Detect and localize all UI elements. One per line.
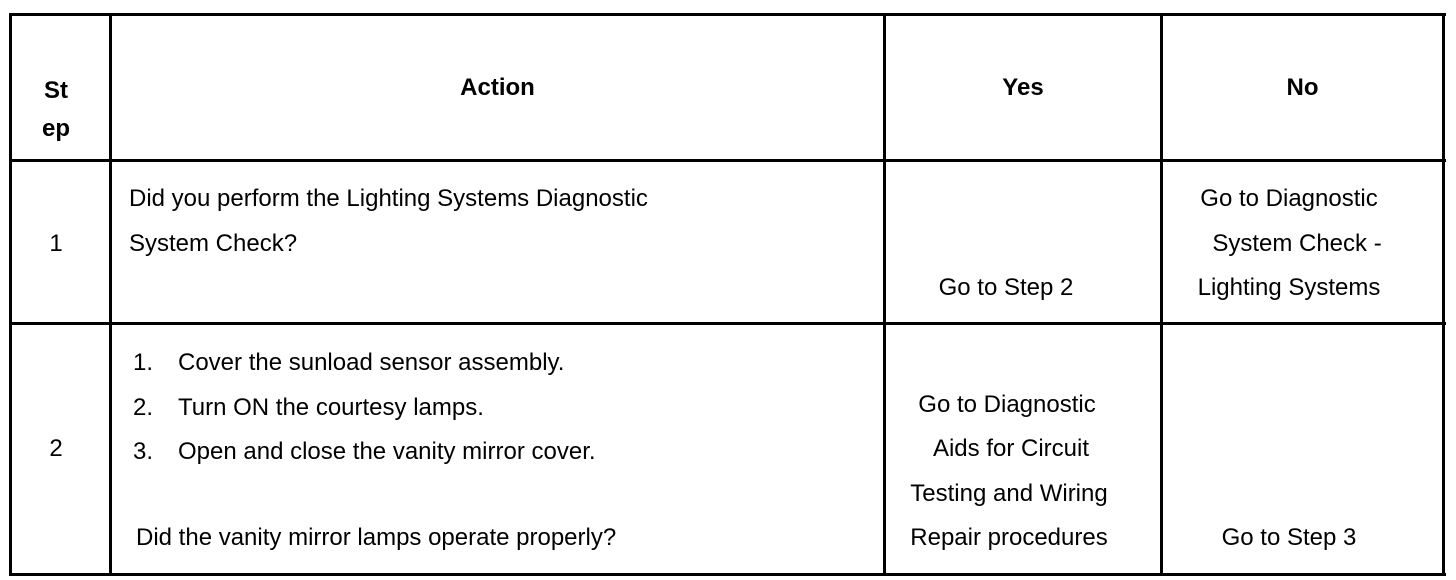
row2-yes-line4: Repair procedures	[910, 524, 1108, 551]
row1-no-line3: Lighting Systems	[1197, 274, 1381, 301]
row2-action-question: Did the vanity mirror lamps operate properly?	[136, 524, 617, 551]
row2-list-item: Open and close the vanity mirror cover.	[178, 438, 596, 465]
row2-list-number: 3.	[133, 438, 154, 465]
header-yes: Yes	[1002, 74, 1044, 101]
header-no: No	[1286, 74, 1319, 101]
row1-yes: Go to Step 2	[938, 274, 1074, 301]
header-step-line1: St	[44, 77, 68, 104]
table-border-top	[9, 13, 1446, 16]
row2-list-number: 2.	[133, 394, 154, 421]
row1-no-line1: Go to Diagnostic	[1200, 185, 1378, 212]
row2-list-item: Cover the sunload sensor assembly.	[178, 349, 565, 376]
row2-no: Go to Step 3	[1221, 524, 1357, 551]
table-border-left	[9, 13, 12, 576]
table-border-right	[1442, 13, 1445, 576]
row1-action-line2: System Check?	[129, 230, 298, 257]
row1-action-line1: Did you perform the Lighting Systems Diagnostic	[129, 185, 648, 212]
header-step	[13, 72, 99, 148]
row2-list-number: 1.	[133, 349, 154, 376]
table-border-bottom	[9, 573, 1446, 576]
header-step-line2: ep	[41, 115, 70, 142]
row1-step: 1	[49, 230, 63, 257]
row2-step: 2	[49, 435, 63, 462]
row2-list-item: Turn ON the courtesy lamps.	[178, 394, 484, 421]
row-divider	[9, 322, 1446, 325]
row1-no-line2: System Check -	[1212, 230, 1382, 257]
header-action: Action	[460, 74, 535, 101]
row2-yes-line1: Go to Diagnostic	[918, 391, 1096, 418]
row2-yes-line3: Testing and Wiring	[910, 480, 1108, 507]
header-divider	[9, 159, 1446, 162]
row2-yes-line2: Aids for Circuit	[932, 435, 1090, 462]
